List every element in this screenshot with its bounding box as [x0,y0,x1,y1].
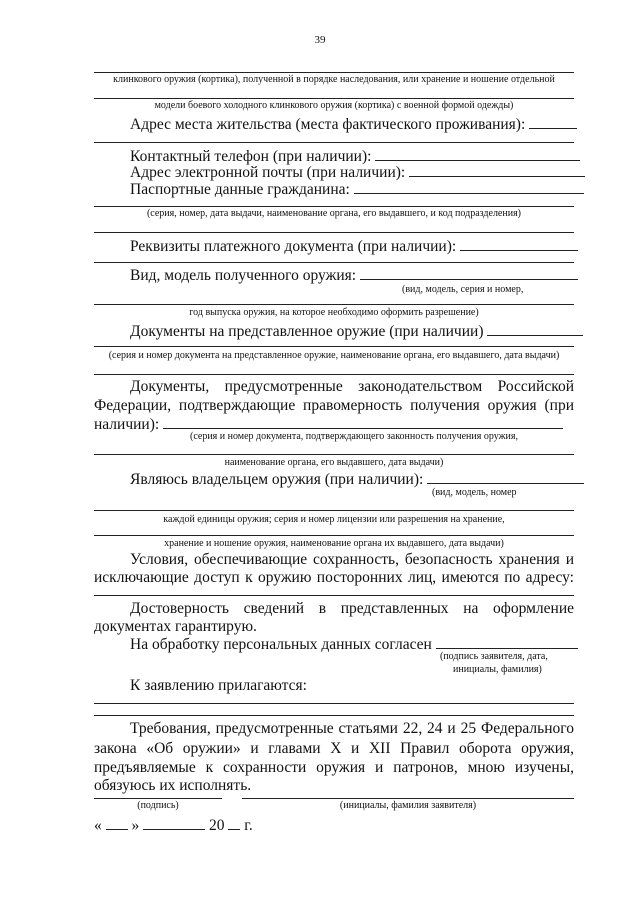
requirements-line-1: Требования, предусмотренные статьями 22, 24 и 25 Федерального [130,720,574,737]
weapon-docs-line[interactable] [94,346,574,347]
date-row: « » 20 г. [94,817,253,834]
top-hint-2: модели боевого холодного клинкового оружия (кортика) с военной формой одежды) [154,100,514,111]
passport-line-2[interactable] [94,232,574,233]
address-line[interactable] [94,142,574,143]
phone-label: Контактный телефон (при наличии): [130,146,580,166]
payment-field[interactable] [460,236,578,251]
attached-line-1[interactable] [94,703,574,704]
consent-label: На обработку персональных данных согласен [130,634,578,654]
month-field[interactable] [143,815,205,830]
phone-field[interactable] [375,146,580,161]
weapon-docs-hint: (серия и номер документа на представленное оружие, наименование органа, его выдавшего, дата выдачи) [108,350,560,361]
conditions-line[interactable] [94,595,574,596]
name-label: (инициалы, фамилия заявителя) [339,800,477,811]
payment-label: Реквизиты платежного документа (при наличии): [130,236,578,256]
weapon-type-field[interactable] [360,265,578,280]
consent-hint-1: (подпись заявителя, дата, [440,651,548,662]
email-field[interactable] [409,162,585,177]
owner-hint-3: хранение и ношение оружия, наименование органа их выдавшего, дата выдачи) [164,538,504,549]
name-line[interactable] [242,798,574,799]
reliability-line-2: документах гарантирую. [94,618,257,635]
attached-line-2[interactable] [94,715,574,716]
weapon-hint-2: год выпуска оружия, на которое необходимо оформить разрешение) [189,307,479,318]
weapon-docs-line-2[interactable] [94,374,574,375]
owner-line[interactable] [94,510,574,511]
day-field[interactable] [106,815,128,830]
weapon-docs-label: Документы на представленное оружие (при наличии) [130,321,583,341]
requirements-line-3: предъявляемые к сохранности оружия и патронов, мною изучены, [94,759,574,776]
requirements-line-2: закона «Об оружии» и главами X и XII Правил оборота оружия, [94,740,574,757]
weapon-docs-field[interactable] [487,321,583,336]
divider [94,72,574,73]
legal-docs-field[interactable] [163,414,563,429]
conditions-line-1: Условия, обеспечивающие сохранность, безопасность хранения и [130,551,574,568]
legal-docs-line-2: Федерации, подтверждающие правомерность получения оружия (при [94,397,574,414]
passport-hint: (серия, номер, дата выдачи, наименование органа, его выдавшего, и код подразделения) [146,208,522,219]
owner-hint-1: (вид, модель, номер [432,487,517,498]
owner-hint-2: каждой единицы оружия; серия и номер лицензии или разрешения на хранение, [163,514,505,525]
consent-hint-2: инициалы, фамилия) [453,664,542,675]
requirements-line-4: обязуюсь их исполнять. [94,777,252,794]
weapon-hint-1: (вид, модель, серия и номер, [402,284,524,295]
consent-field[interactable] [436,634,578,649]
owner-line-2[interactable] [94,535,574,536]
passport-label: Паспортные данные гражданина: [130,179,584,199]
legal-docs-line-1: Документы, предусмотренные законодательством Российской [130,378,574,395]
weapon-type-label: Вид, модель полученного оружия: [130,265,578,285]
conditions-line-2: исключающие доступ к оружию посторонних лиц, имеются по адресу: [94,569,574,586]
passport-field[interactable] [354,179,584,194]
divider [94,98,574,99]
attached-label: К заявлению прилагаются: [130,677,307,694]
legal-docs-line-3: наличии): [94,414,563,434]
legal-docs-hint-1: (серия и номер документа, подтверждающего законность получения оружия, [190,431,518,442]
year-field[interactable] [228,815,240,830]
passport-line[interactable] [94,206,574,207]
owner-field[interactable] [427,469,584,484]
owner-label: Являюсь владельцем оружия (при наличии): [130,469,584,489]
address-field[interactable] [529,114,577,129]
address-label: Адрес места жительства (места фактического проживания): [130,114,577,134]
email-label: Адрес электронной почты (при наличии): [130,162,585,182]
signature-line[interactable] [94,798,222,799]
signature-label: (подпись) [137,800,179,811]
weapon-line[interactable] [94,304,574,305]
legal-docs-hint-2: наименование органа, его выдавшего, дата выдачи) [224,457,444,468]
payment-line[interactable] [94,262,574,263]
page-number: 39 [314,34,326,46]
reliability-line-1: Достоверность сведений в представленных на оформление [130,600,574,617]
top-hint-1: клинкового оружия (кортика), полученной в порядке наследования, или хранение и ношение отдельной [113,74,555,85]
legal-docs-line[interactable] [94,454,574,455]
